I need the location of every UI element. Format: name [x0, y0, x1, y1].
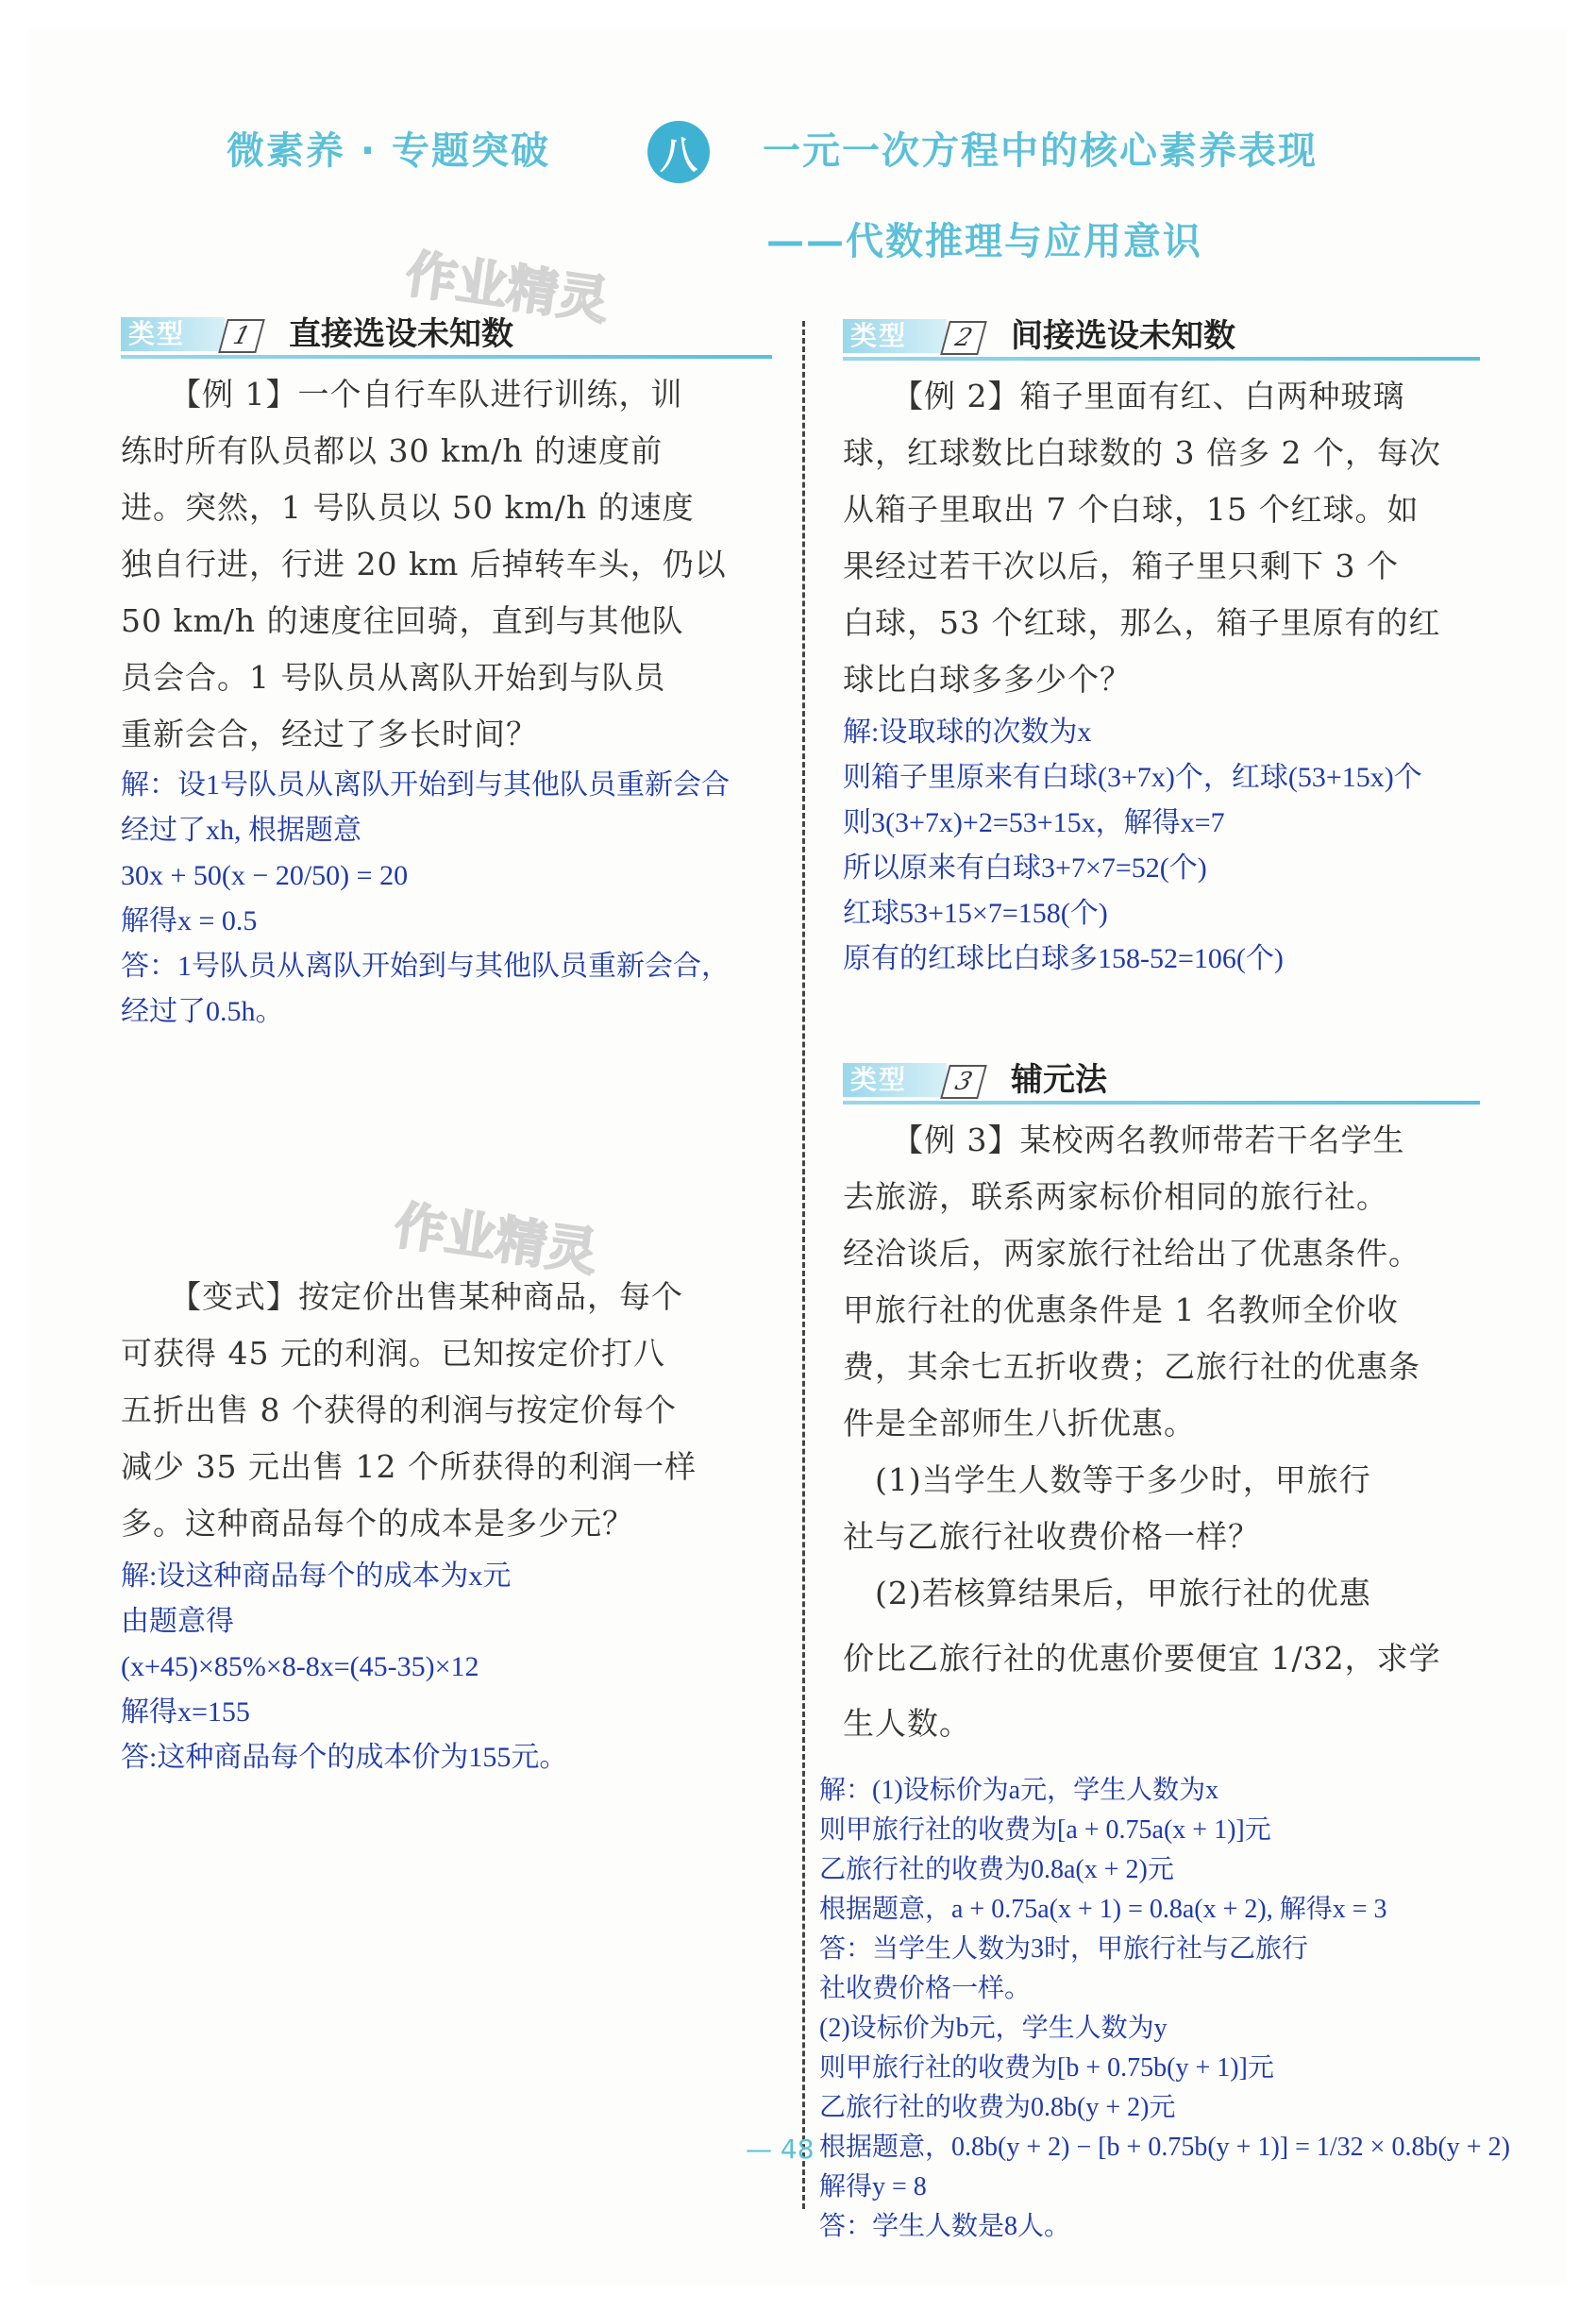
- answer-line: 则箱子里原来有白球(3+7x)个，红球(53+15x)个: [843, 762, 1422, 793]
- page-title: 一元一次方程中的核心素养表现: [763, 129, 1318, 173]
- section-tag: 类型: [843, 1063, 947, 1097]
- answer-line: 解：设1号队员从离队开始到与其他队员重新会合: [121, 769, 730, 801]
- problem-line: 【例 2】箱子里面有红、白两种玻璃: [892, 378, 1405, 414]
- section-header-1: [121, 315, 772, 359]
- example-2-problem: [843, 368, 1485, 708]
- answer-line: 答：学生人数是8人。: [819, 2212, 1071, 2241]
- example-1-answer: [121, 763, 730, 1035]
- answer-line: 解得x = 0.5: [121, 905, 258, 936]
- problem-line: 甲旅行社的优惠条件是 1 名教师全价收: [843, 1291, 1399, 1328]
- problem-line: 生人数。: [843, 1705, 971, 1742]
- problem-line: 【例 1】一个自行车队进行训练，训: [170, 376, 683, 413]
- section-header-3: [843, 1061, 1480, 1105]
- section-header-2: [843, 317, 1480, 361]
- problem-line: 进。突然，1 号队员以 50 km/h 的速度: [121, 489, 695, 526]
- problem-line: 社与乙旅行社收费价格一样？: [843, 1518, 1260, 1555]
- section-number: 3: [940, 1065, 987, 1099]
- answer-line: 经过了xh, 根据题意: [121, 815, 361, 846]
- example-3-problem: [843, 1112, 1485, 1752]
- variant-problem: [121, 1269, 763, 1552]
- series-title: 微素养 · 专题突破: [227, 129, 551, 173]
- problem-line: 【例 3】某校两名教师带若干名学生: [892, 1122, 1405, 1158]
- answer-line: 根据题意，0.8b(y + 2) − [b + 0.75b(y + 1)] = 1/32 × 0.8b(y + 2): [819, 2133, 1510, 2162]
- problem-line: 球比白球多多少个？: [843, 661, 1132, 698]
- answer-line: 答：当学生人数为3时，甲旅行社与乙旅行: [819, 1934, 1309, 1964]
- answer-line: 经过了0.5h。: [121, 996, 284, 1027]
- problem-line: 价比乙旅行社的优惠价要便宜 1/32，求学: [843, 1640, 1441, 1677]
- answer-line: 社收费价格一样。: [819, 1974, 1032, 2003]
- answer-line: 根据题意，a + 0.75a(x + 1) = 0.8a(x + 2), 解得x = 3: [819, 1895, 1387, 1924]
- answer-line: (x+45)×85%×8-8x=(45-35)×12: [121, 1651, 479, 1682]
- problem-line: 练时所有队员都以 30 km/h 的速度前: [121, 432, 664, 469]
- answer-line: 由题意得: [121, 1606, 234, 1637]
- problem-line: (2)若核算结果后，甲旅行社的优惠: [843, 1575, 1371, 1611]
- answer-line: 红球53+15×7=158(个): [843, 898, 1108, 929]
- problem-line: (1)当学生人数等于多少时，甲旅行: [843, 1461, 1371, 1498]
- section-underline: [121, 355, 772, 359]
- section-title: 直接选设未知数: [289, 315, 513, 353]
- section-title: 间接选设未知数: [1011, 317, 1235, 355]
- problem-line: 五折出售 8 个获得的利润与按定价每个: [121, 1392, 677, 1428]
- answer-line: 解得y = 8: [819, 2172, 927, 2201]
- answer-line: 乙旅行社的收费为0.8a(x + 2)元: [819, 1855, 1174, 1884]
- variant-answer: [121, 1554, 567, 1780]
- answer-line: 解得x=155: [121, 1696, 250, 1728]
- answer-line: 答:这种商品每个的成本价为155元。: [121, 1742, 568, 1773]
- problem-line: 重新会合，经过了多长时间？: [121, 716, 538, 752]
- problem-line: 可获得 45 元的利润。已知按定价打八: [121, 1335, 665, 1372]
- section-tag: 类型: [121, 317, 225, 351]
- section-tag: 类型: [843, 319, 947, 353]
- section-underline: [843, 1101, 1480, 1105]
- problem-line: 【变式】按定价出售某种商品，每个: [170, 1278, 683, 1315]
- answer-line: 答：1号队员从离队开始到与其他队员重新会合，: [121, 951, 730, 982]
- section-title: 辅元法: [1011, 1061, 1107, 1099]
- problem-line: 多。这种商品每个的成本是多少元？: [121, 1505, 634, 1542]
- answer-line: 所以原来有白球3+7×7=52(个): [843, 852, 1207, 884]
- section-number: 1: [218, 319, 265, 353]
- page-subtitle: ——代数推理与应用意识: [766, 220, 1202, 263]
- problem-line: 费，其余七五折收费；乙旅行社的优惠条: [843, 1348, 1420, 1385]
- problem-line: 员会合。1 号队员从离队开始到与队员: [121, 659, 666, 696]
- problem-line: 从箱子里取出 7 个白球，15 个红球。如: [843, 491, 1420, 528]
- problem-line: 件是全部师生八折优惠。: [843, 1405, 1196, 1442]
- problem-line: 白球，53 个红球，那么，箱子里原有的红: [843, 604, 1441, 641]
- answer-line: 乙旅行社的收费为0.8b(y + 2)元: [819, 2093, 1176, 2122]
- answer-line: 解:设这种商品每个的成本为x元: [121, 1560, 512, 1592]
- answer-line: 30x + 50(x − 20/50) = 20: [121, 860, 409, 891]
- problem-line: 去旅游，联系两家标价相同的旅行社。: [843, 1178, 1388, 1215]
- problem-line: 果经过若干次以后，箱子里只剩下 3 个: [843, 548, 1399, 584]
- watermark: 作业精灵: [391, 1195, 601, 1283]
- page-number: — 48: [746, 2134, 815, 2165]
- problem-line: 球，红球数比白球数的 3 倍多 2 个，每次: [843, 434, 1441, 471]
- answer-line: 则甲旅行社的收费为[b + 0.75b(y + 1)]元: [819, 2053, 1274, 2083]
- example-2-answer: [843, 710, 1422, 982]
- answer-line: 则甲旅行社的收费为[a + 0.75a(x + 1)]元: [819, 1815, 1271, 1845]
- section-number: 2: [940, 321, 987, 355]
- answer-line: 解:设取球的次数为x: [843, 717, 1092, 748]
- problem-line: 减少 35 元出售 12 个所获得的利润一样: [121, 1448, 697, 1485]
- answer-line: 解：(1)设标价为a元，学生人数为x: [819, 1776, 1219, 1805]
- example-3-answer: [819, 1771, 1510, 2247]
- answer-line: 则3(3+7x)+2=53+15x，解得x=7: [843, 807, 1225, 838]
- problem-line: 50 km/h 的速度往回骑，直到与其他队: [121, 602, 684, 639]
- column-divider: [802, 321, 805, 2209]
- watermark: 作业精灵: [402, 244, 613, 331]
- answer-line: 原有的红球比白球多158-52=106(个): [843, 943, 1284, 974]
- problem-line: 独自行进，行进 20 km 后掉转车头，仍以: [121, 546, 727, 582]
- problem-line: 经洽谈后，两家旅行社给出了优惠条件。: [843, 1235, 1420, 1272]
- answer-line: (2)设标价为b元，学生人数为y: [819, 2014, 1168, 2043]
- example-1-problem: [121, 366, 763, 763]
- chapter-badge: 八: [647, 121, 710, 183]
- section-underline: [843, 357, 1480, 361]
